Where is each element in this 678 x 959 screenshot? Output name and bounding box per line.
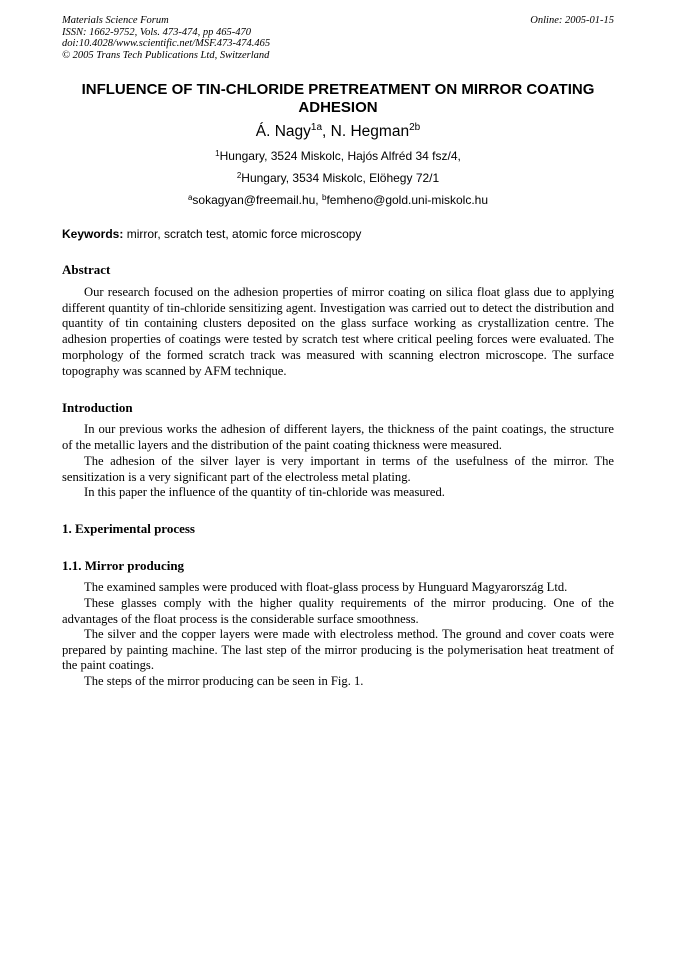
email-b[interactable]: femheno@gold.uni-miskolc.hu bbox=[326, 193, 489, 207]
author-hegman: N. Hegman bbox=[330, 123, 410, 140]
email-a-marker: a bbox=[187, 193, 193, 202]
issn-line: ISSN: 1662-9752, Vols. 473-474, pp 465-470 bbox=[62, 26, 251, 38]
email-b-marker: b bbox=[321, 193, 327, 202]
author-separator: , bbox=[322, 123, 331, 140]
introduction-paragraph-2: The adhesion of the silver layer is very important in terms of the usefulness of the mirror. The sensitization is a very significant part of the electroless metal plating. bbox=[62, 454, 614, 484]
title-line-2: ADHESION bbox=[298, 99, 378, 116]
publication-header bbox=[62, 15, 614, 61]
doi-line: doi:10.4028/www.scientific.net/MSF.473-474.465 bbox=[62, 38, 271, 49]
affiliation-2-marker: 2 bbox=[236, 171, 242, 180]
keywords-text: mirror, scratch test, atomic force microscopy bbox=[123, 227, 362, 241]
affiliation-1-text: Hungary, 3524 Miskolc, Hajós Alfréd 34 fsz/4, bbox=[219, 149, 461, 163]
author-nagy-affiliation: 1a bbox=[310, 122, 323, 133]
author-list bbox=[62, 122, 614, 142]
section-1-1-heading: 1.1. Mirror producing bbox=[62, 558, 185, 573]
affiliation-2 bbox=[62, 171, 614, 186]
introduction-paragraph-1: In our previous works the adhesion of different layers, the thickness of the paint coatings, the structure of the metallic layers and the distribution of the paint coating thickness were measured. bbox=[62, 422, 614, 452]
affiliation-2-text: Hungary, 3534 Miskolc, Elöhegy 72/1 bbox=[241, 171, 440, 185]
affiliation-1-marker: 1 bbox=[215, 149, 220, 158]
email-line bbox=[62, 193, 614, 208]
online-date: Online: 2005-01-15 bbox=[530, 15, 614, 26]
affiliation-1 bbox=[62, 149, 614, 164]
author-hegman-affiliation: 2b bbox=[409, 122, 421, 133]
introduction-heading: Introduction bbox=[62, 400, 133, 415]
section-1-heading: 1. Experimental process bbox=[62, 521, 195, 536]
section-1-1-paragraph-1: The examined samples were produced with float-glass process by Hunguard Magyarország Ltd. bbox=[84, 580, 568, 594]
abstract-heading: Abstract bbox=[62, 262, 111, 277]
author-nagy: Á. Nagy bbox=[255, 123, 311, 140]
keywords bbox=[62, 227, 614, 242]
abstract-text: Our research focused on the adhesion properties of mirror coating on silica float glass due to applying different quantity of tin-chloride sensitizing agent. Investigation was carried out to detect the distribution and quantity of tin containing clusters deposited on the glass surface working as crystallization centre. The adhesion properties of coatings were tested by scratch test where critical peeling forces were evaluated. The morphology of the formed scratch track was measured with scanning electron microscope. The surface topography was scanned by AFM technique. bbox=[62, 285, 614, 378]
journal-name: Materials Science Forum bbox=[62, 15, 169, 26]
section-1-1-paragraph-4: The steps of the mirror producing can be seen in Fig. 1. bbox=[84, 674, 364, 688]
title-line-1: INFLUENCE OF TIN-CHLORIDE PRETREATMENT ON MIRROR COATING bbox=[81, 81, 595, 98]
paper-title bbox=[62, 81, 614, 117]
keywords-label: Keywords: bbox=[62, 227, 124, 241]
email-a[interactable]: sokagyan@freemail.hu, bbox=[192, 193, 322, 207]
section-1-1-paragraph-3: The silver and the copper layers were made with electroless method. The ground and cover coats were prepared by painting machine. The last step of the mirror producing is the polymerisation heat treatment of the paint coatings. bbox=[62, 627, 614, 673]
section-1-1-paragraph-2: These glasses comply with the higher quality requirements of the mirror producing. One of the advantages of the float process is the considerable surface smoothness. bbox=[62, 596, 614, 626]
copyright-line: © 2005 Trans Tech Publications Ltd, Switzerland bbox=[62, 49, 270, 61]
introduction-paragraph-3: In this paper the influence of the quantity of tin-chloride was measured. bbox=[84, 485, 445, 499]
